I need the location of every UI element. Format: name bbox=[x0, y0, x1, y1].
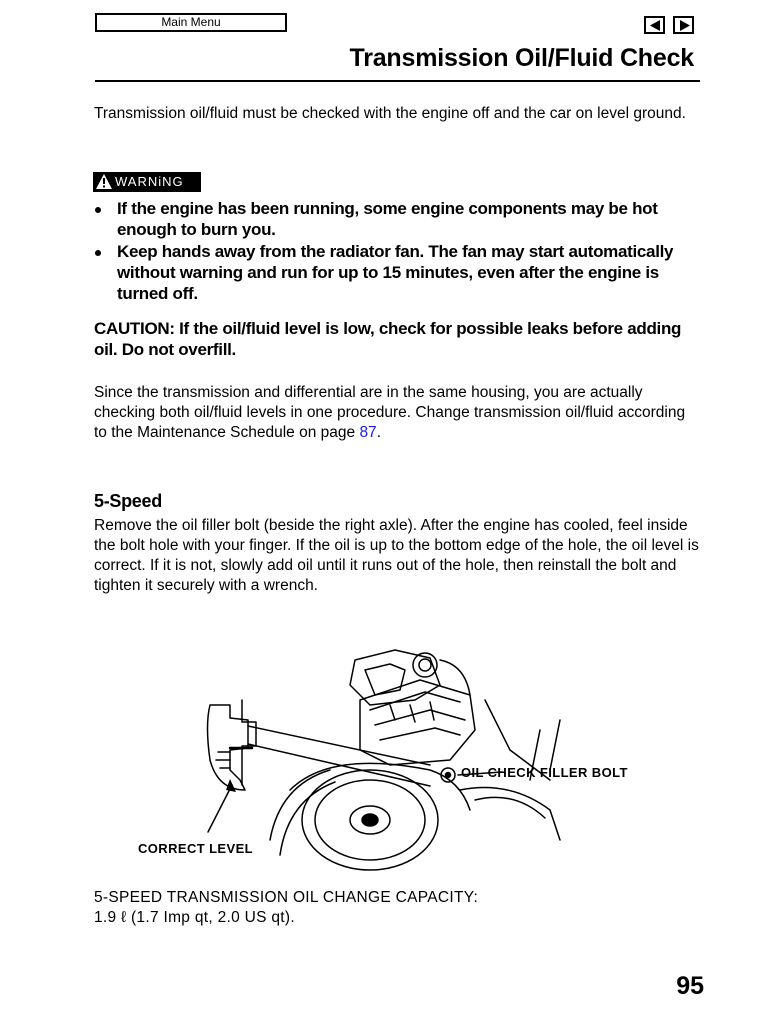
page-title: Transmission Oil/Fluid Check bbox=[349, 44, 694, 72]
main-menu-button[interactable]: Main Menu bbox=[95, 13, 287, 32]
bullet-icon bbox=[95, 207, 101, 213]
schedule-text: Since the transmission and differential are in the same housing, you are actually checking both oil/fluid levels in one procedure. Change transmission oil/fluid according to the Maintenance Schedule on page bbox=[94, 384, 686, 441]
maintenance-schedule-link[interactable]: 87 bbox=[359, 424, 377, 441]
page-number: 95 bbox=[676, 972, 704, 1000]
warning-text: Keep hands away from the radiator fan. The fan may start automatically without warning and run for up to 15 minutes, even after the engine is turned off. bbox=[117, 242, 674, 303]
next-page-button[interactable] bbox=[673, 16, 694, 34]
previous-page-button[interactable] bbox=[644, 16, 665, 34]
triangle-right-icon bbox=[678, 20, 690, 31]
section-heading: 5-Speed bbox=[94, 491, 162, 511]
capacity-heading: 5-SPEED TRANSMISSION OIL CHANGE CAPACITY: bbox=[94, 889, 479, 906]
intro-paragraph: Transmission oil/fluid must be checked with the engine off and the car on level ground. bbox=[94, 105, 686, 122]
title-divider bbox=[95, 80, 700, 82]
warning-text: If the engine has been running, some engine components may be hot enough to burn you. bbox=[117, 199, 658, 239]
schedule-paragraph bbox=[94, 383, 700, 443]
warning-triangle-icon bbox=[95, 173, 113, 190]
warning-label: WARNiNG bbox=[115, 174, 184, 189]
procedure-paragraph: Remove the oil filler bolt (beside the right axle). After the engine has cooled, feel inside the bolt hole with your finger. If the oil is up to the bottom edge of the hole, the oil level is correct. If it is not, slowly add oil until it runs out of the hole, then reinstall the bolt and tighten it securely with a wrench. bbox=[94, 517, 699, 594]
bullet-icon bbox=[95, 250, 101, 256]
list-item bbox=[94, 241, 700, 304]
correct-level-label: CORRECT LEVEL bbox=[138, 841, 253, 856]
capacity-paragraph bbox=[94, 888, 700, 928]
triangle-left-icon bbox=[649, 20, 661, 31]
caution-paragraph: CAUTION: If the oil/fluid level is low, check for possible leaks before adding oil. Do not overfill. bbox=[94, 319, 682, 359]
warning-list bbox=[94, 198, 700, 305]
oil-check-filler-bolt-label: OIL CHECK FILLER BOLT bbox=[461, 765, 628, 780]
schedule-text-end: . bbox=[376, 424, 381, 441]
list-item bbox=[94, 198, 700, 240]
warning-badge bbox=[93, 172, 201, 192]
capacity-value: 1.9 ℓ (1.7 Imp qt, 2.0 US qt). bbox=[94, 909, 295, 926]
